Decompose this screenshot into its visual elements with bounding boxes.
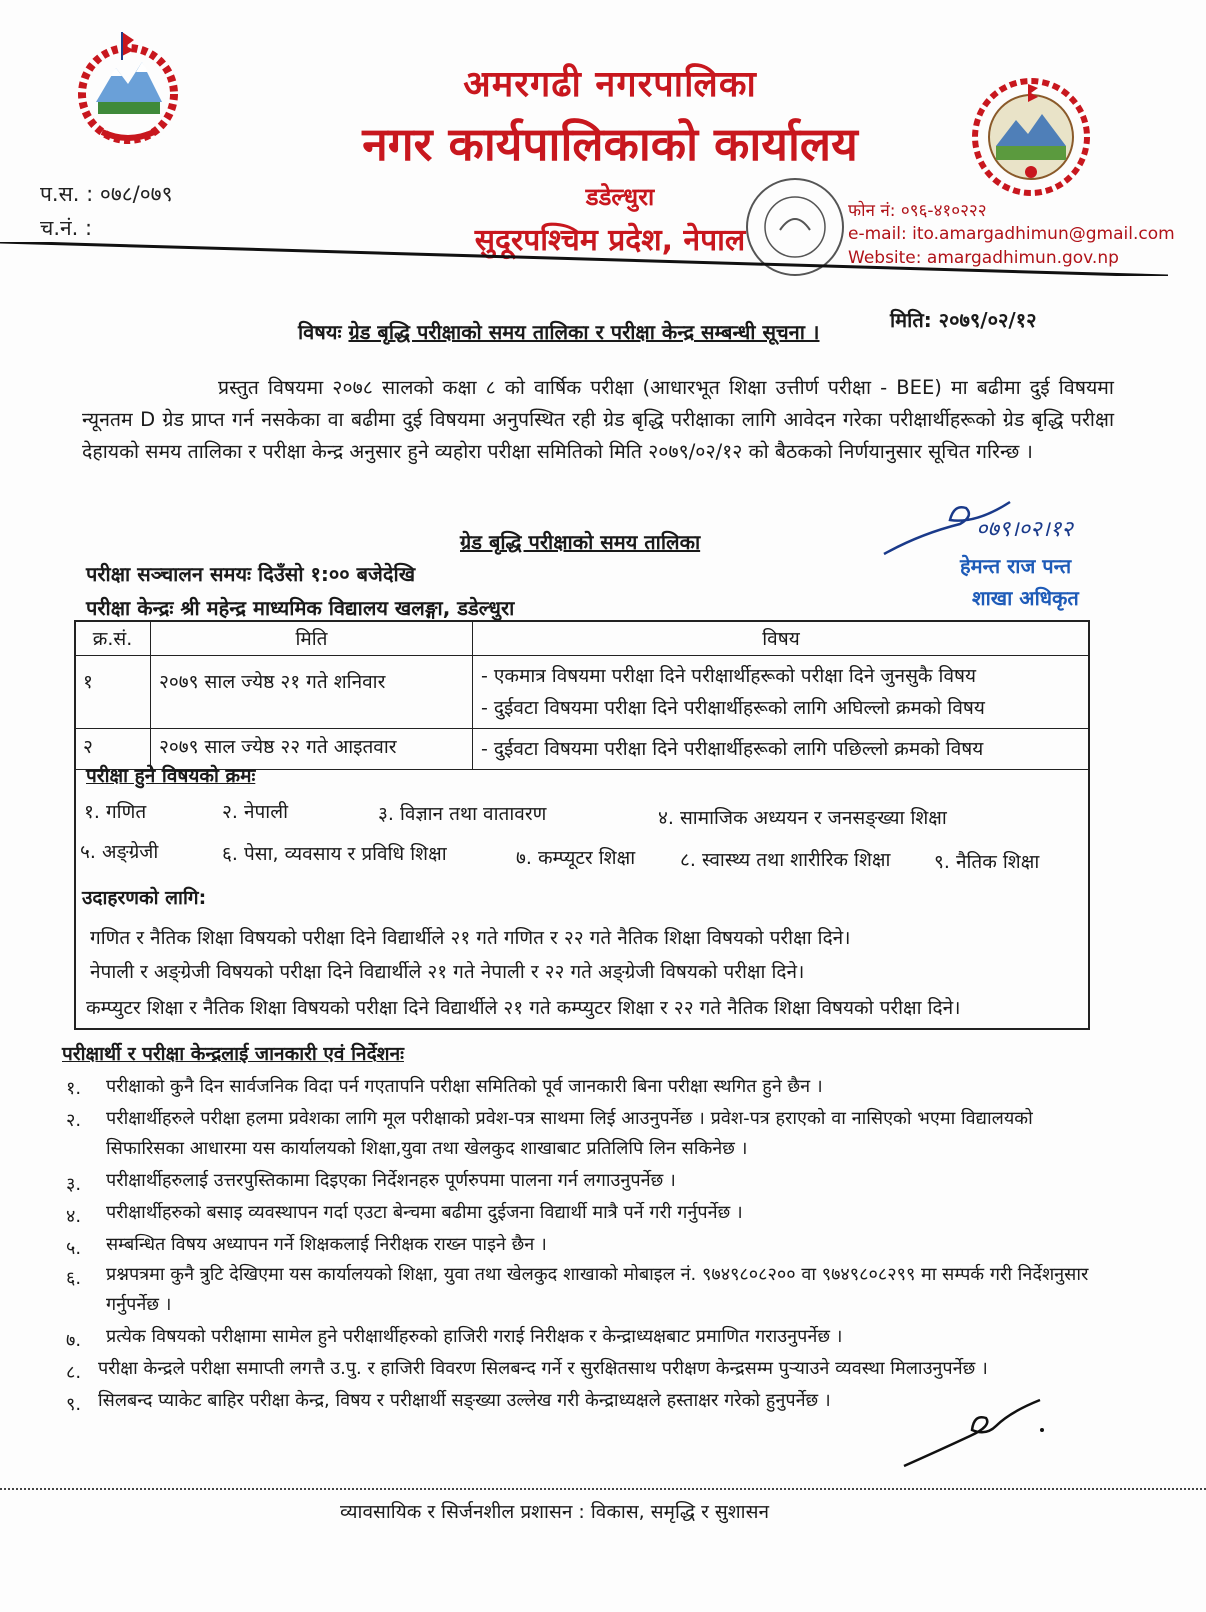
row-date: २०७९ साल ज्येष्ठ २२ गते आइतवार xyxy=(151,729,473,770)
subject-prefix: विषयः xyxy=(298,320,342,344)
subject-order-item: ५. अङ्ग्रेजी xyxy=(80,841,159,863)
subject-text: ग्रेड बृद्धि परीक्षाको समय तालिका र परीक्षा केन्द्र सम्बन्धी सूचना । xyxy=(348,320,820,344)
instruction-number: ७. xyxy=(66,1330,82,1351)
instruction-text: प्रश्नपत्रमा कुनै त्रुटि देखिएमा यस कार्यालयको शिक्षा, युवा तथा खेलकुद शाखाको मोबाइल नं. ९७४९८०८२०० वा ९७४९८०८२९९ मा सम्पर्क गरी निर्देशनुसार गर्नुपर्नेछ । xyxy=(106,1264,1089,1315)
instruction-text: परीक्षार्थीहरुलाई उत्तरपुस्तिकामा दिइएका निर्देशनहरु पूर्णरुपमा पालना गर्न लगाउनुपर्नेछ । xyxy=(106,1170,676,1191)
subject-order-item: ३. विज्ञान तथा वातावरण xyxy=(378,803,547,825)
subject-order-item: १. गणित xyxy=(84,801,147,823)
bottom-signature-icon xyxy=(900,1396,1050,1476)
schedule-title: ग्रेड बृद्धि परीक्षाको समय तालिका xyxy=(460,530,701,554)
notice-subject xyxy=(298,318,820,345)
instruction-text: परीक्षाको कुनै दिन सार्वजनिक विदा पर्न गएतापनि परीक्षा समितिको पूर्व जानकारी बिना परीक्षा स्थगित हुने छैन । xyxy=(106,1076,823,1097)
instruction-number: ८. xyxy=(66,1362,82,1383)
instruction-number: ३. xyxy=(66,1174,82,1195)
instruction-text: परीक्षा केन्द्रले परीक्षा समाप्ती लगत्तै उ.पु. र हाजिरी विवरण सिलबन्द गर्ने र सुरक्षितसाथ परीक्षण केन्द्रसम्म पुर्‍याउने व्यवस्था मिलाउनुपर्नेछ । xyxy=(98,1358,988,1379)
instruction-number: ४. xyxy=(66,1206,82,1227)
examples-label: उदाहरणको लागि: xyxy=(82,887,207,909)
office-website: Website: amargadhimun.gov.np xyxy=(848,248,1119,268)
instructions-label: परीक्षार्थी र परीक्षा केन्द्रलाई जानकारी एवं निर्देशनः xyxy=(62,1043,404,1065)
header-sn: क्र.सं. xyxy=(75,621,151,656)
dispatch-number: च.नं. : xyxy=(40,216,93,240)
example-line: कम्प्युटर शिक्षा र नैतिक शिक्षा विषयको परीक्षा दिने विद्यार्थीले २१ गते कम्प्युटर शिक्षा र २२ गते नैतिक शिक्षा विषयको परीक्षा दिने। xyxy=(86,997,961,1019)
instruction-number: २. xyxy=(66,1110,82,1131)
subject-order-item: २. नेपाली xyxy=(222,801,289,823)
nepal-emblem-icon xyxy=(58,28,198,148)
row-subjects xyxy=(473,729,1090,770)
district-name: डडेल्धुरा xyxy=(585,183,655,211)
instruction-text: परीक्षार्थीहरुले परीक्षा हलमा प्रवेशका लागि मूल परीक्षाको प्रवेश-पत्र साथमा लिई आउनुपर्नेछ । प्रवेश-पत्र हराएको वा नासिएको भएमा विद्यालयको सिफारिसका आधारमा यस कार्यालयको शिक्षा,युवा तथा खेलकुद शाखाबाट प्रतिलिपि लिन सकिनेछ । xyxy=(106,1108,1033,1159)
province-name: सुदूरपश्चिम प्रदेश, नेपाल xyxy=(474,223,746,258)
signatory-post: शाखा अधिकृत xyxy=(972,586,1079,610)
notice-date: मिति: २०७९/०२/१२ xyxy=(890,308,1037,332)
instruction-text: परीक्षार्थीहरुको बसाइ व्यवस्थापन गर्दा एउटा बेन्चमा बढीमा दुईजना विद्यार्थी मात्रै पर्ने गरी गर्नुपर्नेछ । xyxy=(106,1202,743,1223)
signatory-name: हेमन्त राज पन्त xyxy=(960,554,1072,578)
office-phone: फोन नं: ०९६-४१०२२२ xyxy=(848,201,987,221)
instruction-text: सिलबन्द प्याकेट बाहिर परीक्षा केन्द्र, विषय र परीक्षार्थी सङ्ख्या उल्लेख गरी केन्द्राध्यक्षले हस्ताक्षर गरेको हुनुपर्नेछ । xyxy=(98,1390,831,1411)
exam-time: परीक्षा सञ्चालन समयः दिउँसो १:०० बजेदेखि xyxy=(86,562,416,586)
subject-order-label: परीक्षा हुने विषयको क्रमः xyxy=(86,765,256,787)
header-subject: विषय xyxy=(473,621,1090,656)
instruction-text: सम्बन्धित विषय अध्यापन गर्ने शिक्षकलाई निरीक्षक राख्न पाइने छैन । xyxy=(106,1234,547,1255)
table-row xyxy=(75,656,1090,729)
instruction-number: १. xyxy=(66,1078,82,1099)
subject-order-item: ७. कम्प्यूटर शिक्षा xyxy=(516,847,636,869)
municipality-logo-icon xyxy=(970,76,1092,198)
table-header-row xyxy=(75,621,1090,656)
instruction-number: ५. xyxy=(66,1238,82,1259)
subject-line: - दुईवटा विषयमा परीक्षा दिने परीक्षार्थीहरूको लागि पछिल्लो क्रमको विषय xyxy=(481,738,984,760)
reference-number: प.स. : ०७८/०७९ xyxy=(40,182,173,206)
exam-center: परीक्षा केन्द्रः श्री महेन्द्र माध्यमिक विद्यालय खलङ्गा, डडेल्धुरा xyxy=(86,596,515,620)
subject-line: - दुईवटा विषयमा परीक्षा दिने परीक्षार्थीहरूको लागि अघिल्लो क्रमको विषय xyxy=(481,697,985,719)
header-divider xyxy=(0,242,1168,276)
instruction-number: ९. xyxy=(66,1394,82,1415)
subject-order-item: ९. नैतिक शिक्षा xyxy=(934,851,1040,873)
instruction-number: ६. xyxy=(66,1268,82,1289)
example-line: नेपाली र अङ्ग्रेजी विषयको परीक्षा दिने विद्यार्थीले २१ गते नेपाली र २२ गते अङ्ग्रेजी विषयको परीक्षा दिने। xyxy=(90,961,805,983)
row-sn: १ xyxy=(75,656,151,729)
subject-order-item: ८. स्वास्थ्य तथा शारीरिक शिक्षा xyxy=(680,849,891,871)
schedule-table xyxy=(74,620,1090,770)
footer-motto: व्यावसायिक र सिर्जनशील प्रशासन : विकास, समृद्धि र सुशासन xyxy=(340,1501,769,1523)
row-subjects xyxy=(473,656,1090,729)
subject-order-item: ४. सामाजिक अध्ययन र जनसङ्ख्या शिक्षा xyxy=(658,807,947,829)
instruction-text: प्रत्येक विषयको परीक्षामा सामेल हुने परीक्षार्थीहरुको हाजिरी गराई निरीक्षक र केन्द्राध्यक्षबाट प्रमाणित गराउनुपर्नेछ । xyxy=(106,1326,843,1347)
svg-text:०७९।०२।१२: ०७९।०२।१२ xyxy=(976,517,1073,542)
subject-order-item: ६. पेसा, व्यवसाय र प्रविधि शिक्षा xyxy=(222,843,447,865)
row-date: २०७९ साल ज्येष्ठ २१ गते शनिवार xyxy=(151,656,473,729)
footer-divider xyxy=(0,1488,1206,1490)
intro-paragraph: प्रस्तुत विषयमा २०७८ सालको कक्षा ८ को वार्षिक परीक्षा (आधारभूत शिक्षा उत्तीर्ण परीक्षा - BEE) मा बढीमा दुई विषयमा न्यूनतम D ग्रेड प्राप्त गर्न नसकेका वा बढीमा दुई विषयमा अनुपस्थित रही ग्रेड बृद्धि परीक्षाका लागि आवेदन गरेका परीक्षार्थीहरूको ग्रेड बृद्धि परीक्षा देहायको समय तालिका र परीक्षा केन्द्र अनुसार हुने व्यहोरा परीक्षा समितिको मिति २०७९/०२/१२ को बैठकको निर्णयानुसार सूचित गरिन्छ । xyxy=(82,376,1114,463)
subject-line: - एकमात्र विषयमा परीक्षा दिने परीक्षार्थीहरूको परीक्षा दिने जुनसुकै विषय xyxy=(481,665,977,687)
row-sn: २ xyxy=(75,729,151,770)
municipality-name: अमरगढी नगरपालिका xyxy=(463,64,757,105)
office-name: नगर कार्यपालिकाको कार्यालय xyxy=(362,117,858,171)
header-date: मिति xyxy=(151,621,473,656)
office-email: e-mail: ito.amargadhimun@gmail.com xyxy=(848,224,1175,244)
example-line: गणित र नैतिक शिक्षा विषयको परीक्षा दिने विद्यार्थीले २१ गते गणित र २२ गते नैतिक शिक्षा विषयको परीक्षा दिने। xyxy=(90,927,851,949)
